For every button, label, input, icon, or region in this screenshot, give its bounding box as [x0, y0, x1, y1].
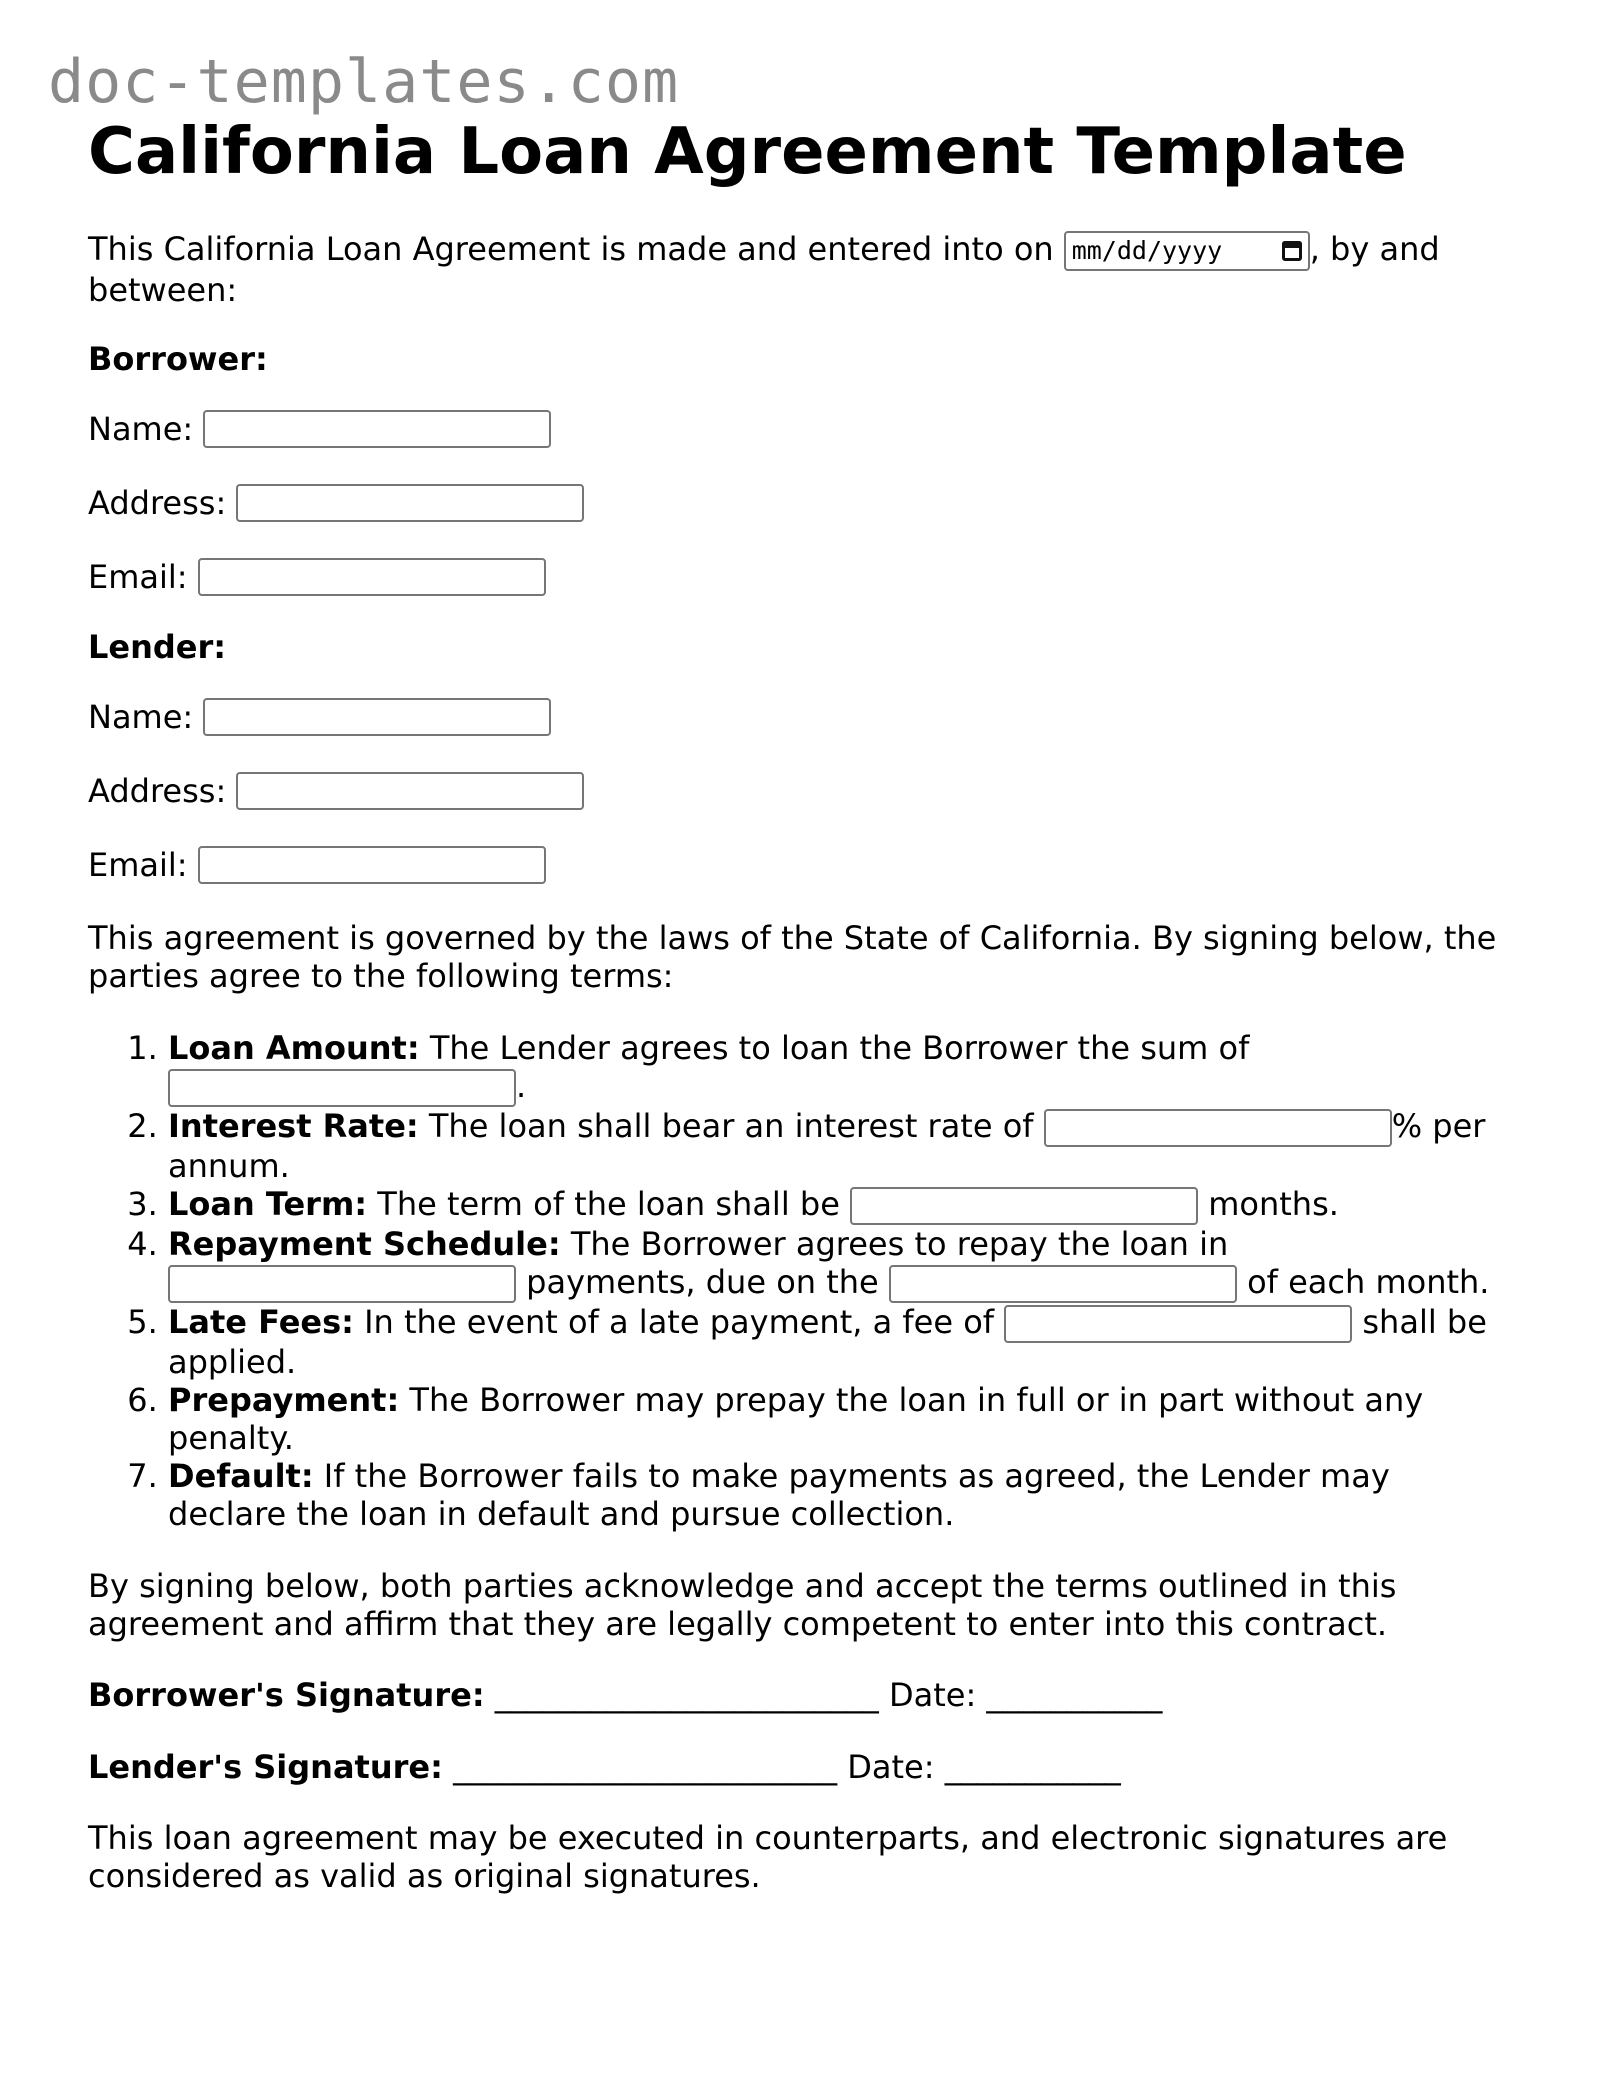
term-text-middle: payments, due on the: [526, 1263, 879, 1301]
term-title: Loan Amount:: [168, 1029, 420, 1067]
term-late-fees: [168, 1303, 1518, 1381]
term-text: The term of the loan shall be: [377, 1185, 840, 1223]
borrower-address-input[interactable]: [236, 484, 584, 522]
borrower-name-input[interactable]: [203, 410, 551, 448]
term-text-after: .: [516, 1067, 527, 1105]
repayment-day-input[interactable]: [889, 1265, 1237, 1303]
term-title: Default:: [168, 1457, 314, 1495]
lender-email-input[interactable]: [198, 846, 546, 884]
term-text: If the Borrower fails to make payments as agreed, the Lender may declare the loan in default and pursue collection.: [168, 1457, 1390, 1533]
lender-address-input[interactable]: [236, 772, 584, 810]
borrower-signature-blank: ________________________: [494, 1676, 879, 1714]
lender-name-row: [88, 697, 1518, 737]
agreement-date-input[interactable]: [1064, 231, 1310, 271]
intro-paragraph: [88, 230, 1518, 309]
date-placeholder: mm/dd/yyyy: [1071, 236, 1223, 265]
closing-paragraph: By signing below, both parties acknowledge and accept the terms outlined in this agreement and affirm that they are legally competent to enter into this contract.: [88, 1567, 1397, 1643]
lender-signature-line: [88, 1747, 1518, 1787]
borrower-signature-label: Borrower's Signature:: [88, 1676, 485, 1714]
intro-text-after: , by and between:: [88, 230, 1440, 309]
lender-date-label: Date:: [847, 1748, 935, 1786]
borrower-date-blank: ___________: [986, 1676, 1163, 1714]
terms-list: [88, 1029, 1518, 1533]
page-title: California Loan Agreement Template: [88, 115, 1407, 189]
borrower-email-input[interactable]: [198, 558, 546, 596]
borrower-email-row: [88, 557, 1518, 597]
term-text: The Lender agrees to loan the Borrower the sum of: [429, 1029, 1250, 1067]
watermark: doc-templates.com: [48, 47, 680, 117]
term-text: In the event of a late payment, a fee of: [364, 1303, 995, 1341]
interest-rate-input[interactable]: [1044, 1109, 1392, 1147]
final-note: This loan agreement may be executed in counterparts, and electronic signatures are considered as valid as original signatures.: [88, 1819, 1448, 1895]
late-fee-input[interactable]: [1004, 1305, 1352, 1343]
intro-text: This California Loan Agreement is made and entered into on: [88, 230, 1054, 268]
term-default: [168, 1457, 1518, 1533]
loan-term-input[interactable]: [850, 1187, 1198, 1225]
lender-name-input[interactable]: [203, 698, 551, 736]
term-text: The loan shall bear an interest rate of: [428, 1107, 1034, 1145]
borrower-signature-line: [88, 1675, 1518, 1715]
lender-address-label: Address:: [88, 772, 227, 810]
governing-paragraph: This agreement is governed by the laws of the State of California. By signing below, the parties agree to the following terms:: [88, 919, 1497, 995]
term-text: The Borrower agrees to repay the loan in: [570, 1225, 1229, 1263]
lender-email-row: [88, 845, 1518, 885]
term-repayment-schedule: [168, 1225, 1518, 1303]
borrower-heading: Borrower:: [88, 340, 268, 378]
term-text-after: of each month.: [1247, 1263, 1490, 1301]
borrower-date-label: Date:: [888, 1676, 977, 1714]
term-title: Repayment Schedule:: [168, 1225, 561, 1263]
term-title: Loan Term:: [168, 1185, 368, 1223]
term-text-after: months.: [1208, 1185, 1339, 1223]
term-prepayment: [168, 1381, 1518, 1457]
lender-heading: Lender:: [88, 628, 227, 666]
lender-signature-blank: ________________________: [453, 1748, 838, 1786]
borrower-email-label: Email:: [88, 558, 188, 596]
borrower-address-row: [88, 483, 1518, 523]
borrower-name-label: Name:: [88, 410, 194, 448]
lender-email-label: Email:: [88, 846, 188, 884]
term-loan-term: [168, 1185, 1518, 1225]
term-title: Prepayment:: [168, 1381, 400, 1419]
document-body: [88, 112, 1518, 1895]
term-title: Late Fees:: [168, 1303, 354, 1341]
lender-date-blank: ___________: [944, 1748, 1121, 1786]
term-loan-amount: [168, 1029, 1518, 1107]
repayment-count-input[interactable]: [168, 1265, 516, 1303]
lender-name-label: Name:: [88, 698, 194, 736]
borrower-name-row: [88, 409, 1518, 449]
term-interest-rate: [168, 1107, 1518, 1185]
loan-amount-input[interactable]: [168, 1069, 516, 1107]
calendar-icon[interactable]: [1282, 241, 1302, 261]
term-text-after: % per annum.: [168, 1107, 1486, 1185]
term-text-after: shall be applied.: [168, 1303, 1487, 1381]
lender-address-row: [88, 771, 1518, 811]
borrower-address-label: Address:: [88, 484, 227, 522]
term-text: The Borrower may prepay the loan in full or in part without any penalty.: [168, 1381, 1424, 1457]
lender-signature-label: Lender's Signature:: [88, 1748, 443, 1786]
term-title: Interest Rate:: [168, 1107, 419, 1145]
